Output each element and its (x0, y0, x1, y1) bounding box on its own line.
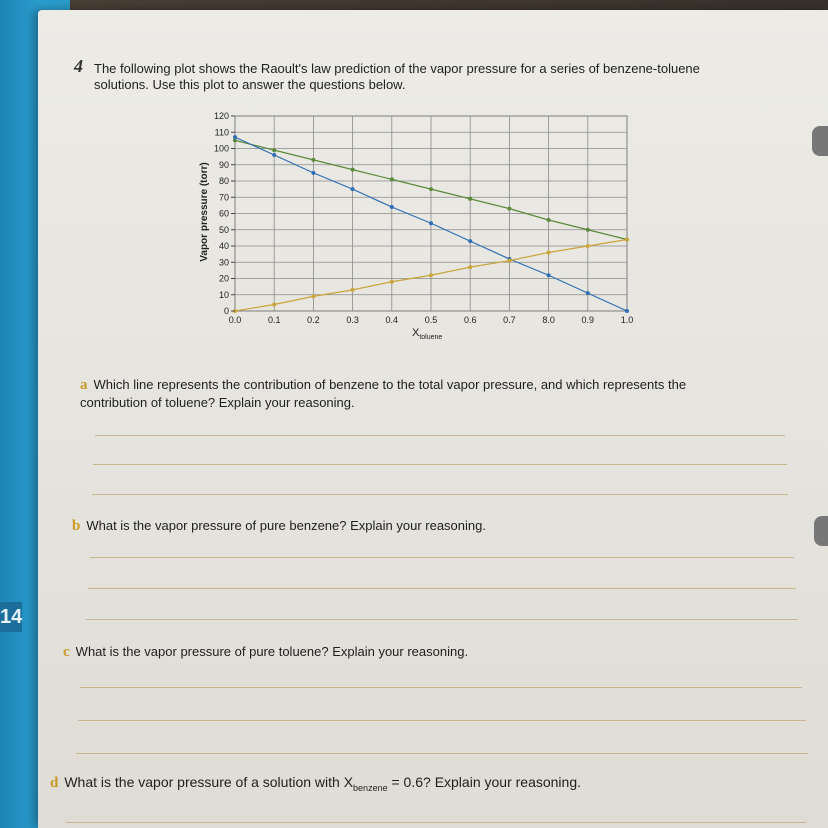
answer-line-c2[interactable] (78, 720, 806, 721)
data-point-toluene (625, 238, 629, 242)
y-tick-label: 70 (218, 192, 229, 203)
part-a-letter: a (80, 377, 88, 393)
y-tick-label: 120 (213, 111, 229, 121)
x-tick-label: 8.0 (542, 315, 555, 325)
x-tick-label: 0.2 (307, 315, 320, 325)
part-d-text-after: = 0.6? Explain your reasoning. (391, 774, 581, 790)
data-point-toluene (468, 265, 472, 269)
y-tick-label: 40 (218, 241, 229, 251)
data-point-benzene (311, 171, 315, 175)
part-d-letter: d (50, 775, 59, 791)
answer-line-a2[interactable] (93, 464, 787, 465)
x-tick-label: 0.4 (385, 315, 399, 325)
data-point-total (429, 187, 433, 191)
data-point-total (311, 158, 315, 162)
data-point-benzene (233, 135, 237, 139)
data-point-toluene (311, 294, 315, 298)
x-tick-label: 0.7 (503, 315, 516, 325)
answer-line-c1[interactable] (80, 687, 802, 688)
x-axis-label-sub: toluene (419, 334, 443, 341)
x-axis-label (412, 327, 442, 341)
data-point-total (547, 218, 551, 222)
chart-ticks (214, 111, 633, 325)
data-point-toluene (547, 251, 551, 255)
y-tick-label: 10 (218, 289, 229, 300)
y-tick-label: 20 (218, 273, 229, 284)
data-point-toluene (272, 303, 276, 307)
data-point-total (272, 148, 276, 152)
x-tick-label: 0.3 (346, 315, 359, 325)
part-d-chi-sub: benzene (353, 782, 388, 793)
y-tick-label: 110 (214, 127, 229, 138)
answer-line-a1[interactable] (95, 435, 785, 436)
x-tick-label: 0.5 (424, 315, 438, 325)
data-point-toluene (586, 244, 590, 248)
answer-line-d1[interactable] (66, 822, 806, 823)
chapter-tab: 14 (0, 602, 22, 632)
data-point-total (507, 207, 511, 211)
data-point-total (390, 177, 394, 181)
answer-line-a3[interactable] (92, 494, 788, 495)
data-point-total (468, 197, 472, 201)
x-tick-label: 1.0 (620, 315, 634, 325)
part-b-letter: b (72, 518, 81, 534)
part-a-text: Which line represents the contribution of benzene to the total vapor pressure, and which represents the contribution of toluene? Explain your reasoning. (80, 377, 687, 410)
data-point-benzene (547, 273, 551, 277)
data-point-benzene (468, 239, 472, 243)
answer-line-b2[interactable] (88, 588, 796, 589)
y-tick-label: 90 (218, 159, 229, 170)
data-point-benzene (272, 153, 276, 157)
data-point-benzene (625, 309, 629, 313)
y-tick-label: 0 (223, 306, 229, 316)
answer-line-b3[interactable] (86, 619, 798, 620)
part-d (50, 774, 810, 797)
y-tick-label: 50 (218, 224, 229, 235)
x-tick-label: 0.0 (228, 315, 242, 325)
data-point-toluene (429, 273, 433, 277)
part-c (63, 643, 783, 661)
page-edge-tab-bottom (814, 516, 828, 546)
x-tick-label: 0.9 (581, 315, 595, 325)
part-d-text-before: What is the vapor pressure of a solution with (64, 774, 340, 790)
data-point-benzene (390, 205, 394, 209)
data-point-toluene (351, 288, 355, 292)
x-tick-label: 0.1 (267, 315, 281, 325)
data-point-toluene (507, 259, 511, 263)
data-point-toluene (390, 280, 394, 284)
part-c-text: What is the vapor pressure of pure toluene? Explain your reasoning. (75, 644, 469, 659)
y-tick-label: 30 (218, 257, 229, 268)
part-d-chi: X (343, 774, 354, 790)
question-text: The following plot shows the Raoult's law prediction of the vapor pressure for a series of benzene-toluene solutions. Use this plot to answer the questions below. (94, 61, 700, 92)
chart-grid (235, 116, 627, 311)
data-point-benzene (351, 187, 355, 191)
answer-line-c3[interactable] (76, 753, 808, 754)
data-point-benzene (429, 221, 433, 225)
part-b-text: What is the vapor pressure of pure benzene? Explain your reasoning. (86, 518, 486, 533)
answer-line-b1[interactable] (90, 557, 794, 558)
part-c-letter: c (63, 644, 70, 660)
x-tick-label: 0.6 (463, 315, 477, 325)
question-number: 4 (74, 56, 83, 76)
part-a (80, 376, 752, 411)
y-axis-label: Vapor pressure (torr) (199, 162, 210, 262)
y-tick-label: 80 (218, 176, 229, 186)
data-point-benzene (586, 291, 590, 295)
part-b (72, 517, 772, 535)
y-tick-label: 60 (218, 208, 229, 219)
data-point-total (586, 228, 590, 232)
y-tick-label: 100 (213, 143, 229, 154)
data-point-total (351, 168, 355, 172)
x-axis-label-main: X (412, 327, 420, 339)
